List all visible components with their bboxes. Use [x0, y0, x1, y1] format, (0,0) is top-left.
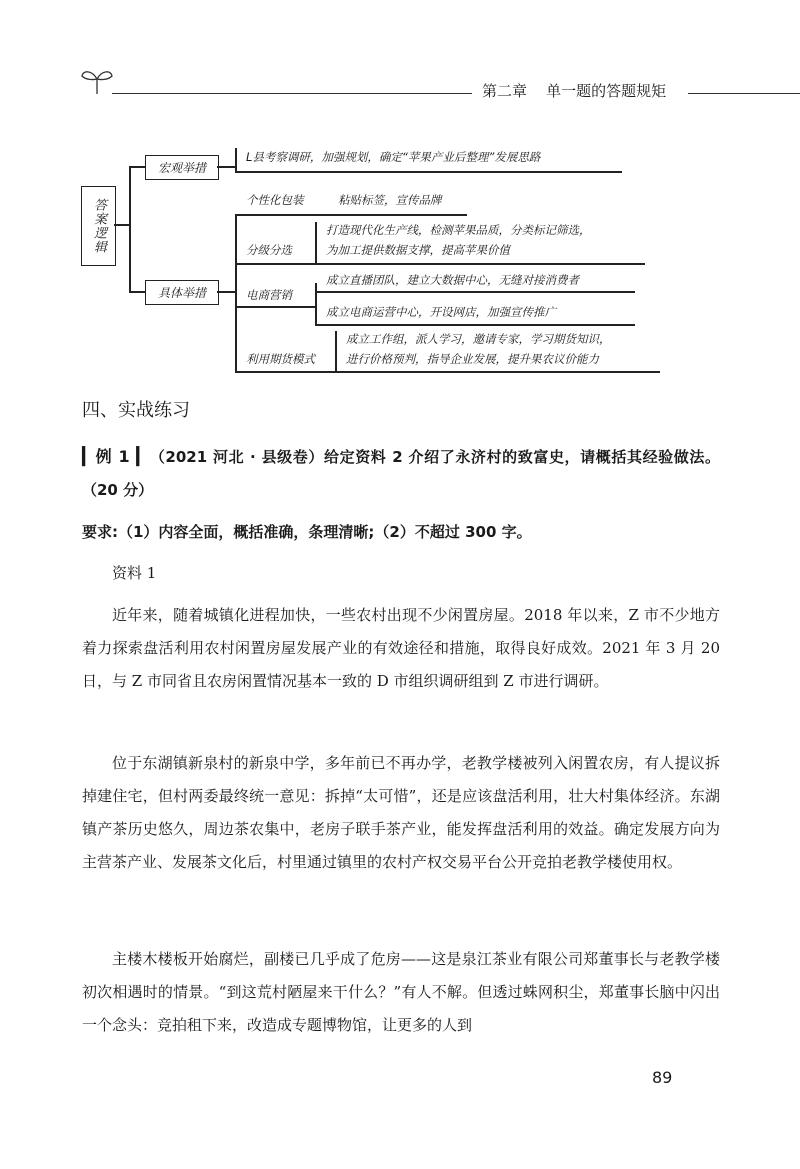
header-rule-left	[112, 93, 472, 94]
branch-label: 个性化包装	[246, 193, 304, 207]
example-question	[82, 440, 720, 507]
root-to-macro	[129, 166, 145, 168]
branch-bracket	[315, 283, 317, 325]
running-header	[482, 80, 666, 101]
macro-measures-label: 宏观举措	[157, 161, 206, 175]
branch-label: 利用期货模式	[246, 352, 315, 366]
branch-detail: 打造现代化生产线，检测苹果品质，分类标记筛选，	[326, 223, 591, 237]
branch-underline	[235, 306, 315, 308]
branch-detail: 为加工提供数据支撑，提高苹果价值	[326, 243, 510, 257]
branch-detail-underline	[335, 371, 660, 373]
chapter-title: 单一题的答题规矩	[546, 82, 667, 100]
material-paragraph: 主楼木楼板开始腐烂，副楼已几乎成了危房——这是泉江茶业有限公司郑董事长与老教学楼初次相遇时的情景。“到这荒村陋屋来干什么？”有人不解。但透过蛛网积尘，郑董事长脑中闪出一个念头：竞拍租下来，改造成专题博物馆，让更多的人到	[82, 950, 720, 1034]
example-requirement: 要求:（1）内容全面，概括准确，条理清晰;（2）不超过 300 字。	[82, 523, 532, 541]
branch-detail: 成立直播团队，建立大数据中心，无缝对接消费者	[326, 273, 579, 287]
page-number: 89	[652, 1068, 673, 1087]
branch-detail-underline	[315, 291, 635, 293]
branch-detail: 进行价格预判，指导企业发展，提升果农议价能力	[346, 352, 599, 366]
macro-underline	[235, 171, 622, 173]
branch-label: 分级分选	[246, 243, 292, 257]
macro-connector	[217, 166, 235, 168]
material-paragraph: 位于东湖镇新泉村的新泉中学，多年前已不再办学，老教学楼被列入闲置农房，有人提议拆掉建住宅，但村两委最终统一意见：拆掉“太可惜”，还是应该盘活利用，壮大村集体经济。东湖镇产茶历史悠久，周边茶农集中，老房子联手茶产业，能发挥盘活利用的效益。确定发展方向为主营茶产业、发展茶文化后，村里通过镇里的农村产权交易平台公开竞拍老教学楼使用权。	[82, 754, 720, 871]
concrete-connector	[217, 291, 235, 293]
material-title: 资料 1	[112, 564, 157, 582]
concrete-trunk	[235, 214, 237, 372]
example-tag: ▎例 1 ▎	[82, 447, 150, 467]
macro-measures-box	[145, 155, 219, 180]
macro-bracket	[235, 148, 237, 172]
branch-detail: 成立电商运营中心，开设网店，加强宣传推广	[326, 305, 556, 319]
root-trunk	[129, 166, 131, 292]
branch-detail: 粘贴标签，宣传品牌	[338, 193, 442, 207]
concrete-measures-box	[145, 280, 219, 305]
root-to-concrete	[129, 291, 145, 293]
branch-detail-underline	[315, 324, 635, 326]
concrete-measures-label: 具体举措	[157, 286, 206, 300]
sprout-icon	[80, 66, 114, 96]
branch-underline	[235, 263, 315, 265]
mindmap-root	[81, 186, 116, 266]
macro-detail: L县考察调研，加强规划，确定“苹果产业后整理”发展思路	[246, 150, 541, 164]
example-text: （2021 河北 · 县级卷）给定资料 2 介绍了永济村的致富史，请概括其经验做法。（20 分）	[82, 448, 720, 499]
chapter-label: 第二章	[482, 82, 528, 100]
section-heading: 四、实战练习	[82, 400, 190, 421]
mindmap-root-label: 答案逻辑	[91, 198, 106, 254]
branch-underline	[235, 214, 467, 216]
branch-bracket	[335, 331, 337, 372]
branch-detail-underline	[315, 263, 645, 265]
branch-detail: 成立工作组，派人学习，邀请专家，学习期货知识，	[346, 332, 611, 346]
branch-bracket	[315, 222, 317, 264]
header-rule-right	[688, 93, 800, 94]
branch-underline	[235, 371, 335, 373]
example-tag-label: 例 1	[95, 447, 130, 466]
material-paragraph: 近年来，随着城镇化进程加快，一些农村出现不少闲置房屋。2018 年以来，Z 市不少地方着力探索盘活利用农村闲置房屋发展产业的有效途径和措施，取得良好成效。2021 年 3 月 20 日，与 Z 市同省且农房闲置情况基本一致的 D 市组织调研组到 Z 市进行调研。	[82, 606, 720, 690]
branch-label: 电商营销	[246, 288, 292, 302]
root-stub	[114, 224, 129, 226]
